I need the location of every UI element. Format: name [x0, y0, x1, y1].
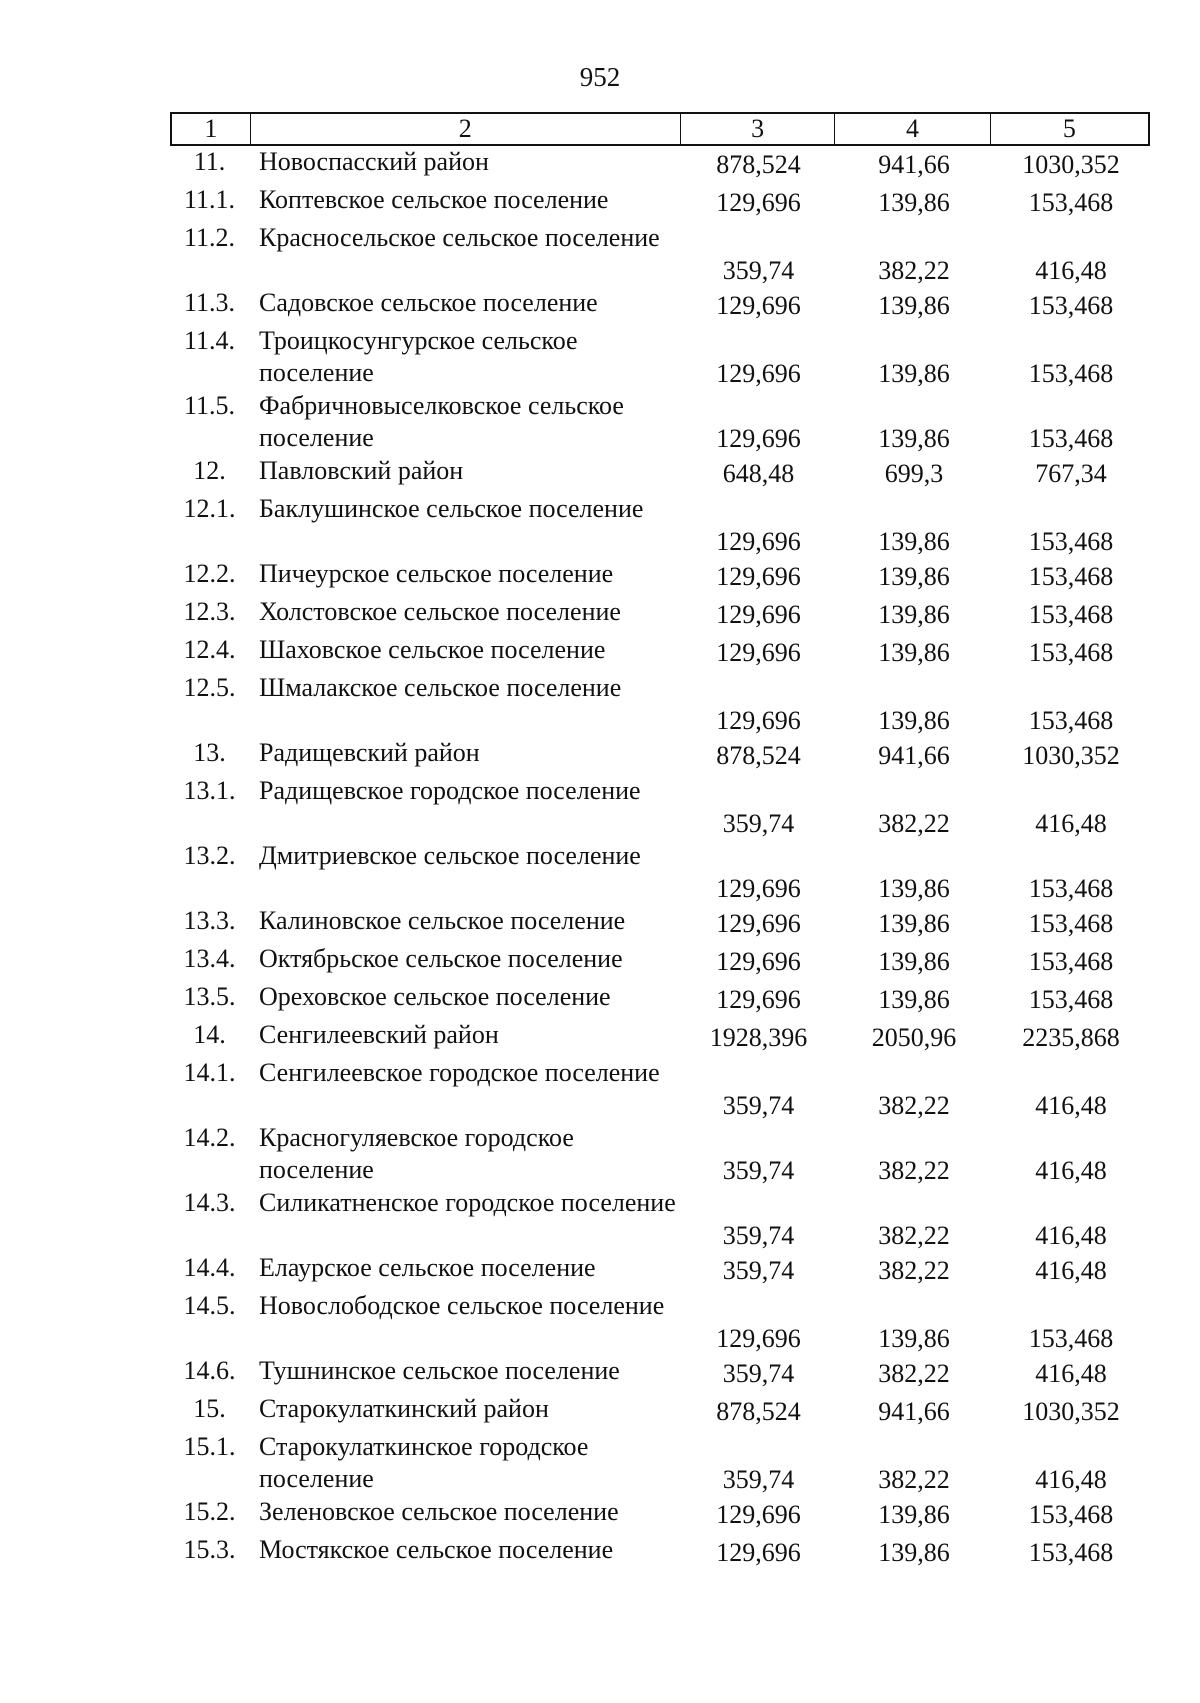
- row-value-col3: 129,696: [716, 947, 801, 976]
- table-row: [170, 1496, 1150, 1534]
- row-name: Мостякское сельское поселение: [259, 1535, 614, 1564]
- row-value-col4: 139,86: [878, 562, 950, 591]
- row-value-col5: 153,468: [1028, 947, 1114, 976]
- row-value-col4: 139,86: [878, 424, 950, 453]
- data-table: [170, 112, 1150, 1572]
- row-value-col3: 129,696: [716, 562, 801, 591]
- row-value-col5: 1030,352: [1022, 1397, 1120, 1426]
- row-name: Шмалакское сельское поселение: [259, 673, 622, 702]
- row-name: Баклушинское сельское поселение: [259, 494, 644, 523]
- table-row: [170, 1393, 1150, 1431]
- row-value-col3: 359,74: [722, 809, 795, 838]
- row-value-col3: 129,696: [716, 527, 801, 556]
- row-number: 14.3.: [183, 1188, 236, 1217]
- row-value-col4: 941,66: [878, 150, 950, 179]
- row-value-col4: 139,86: [878, 1500, 950, 1529]
- table-row: [170, 222, 1150, 287]
- row-value-col3: 129,696: [716, 638, 801, 667]
- row-name: Новослободское сельское поселение: [259, 1291, 665, 1320]
- row-value-col5: 153,468: [1028, 527, 1114, 556]
- row-value-col4: 139,86: [878, 527, 950, 556]
- table-row: [170, 1431, 1150, 1496]
- table-row: [170, 775, 1150, 840]
- table-row: [170, 325, 1150, 390]
- row-name: Коптевское сельское поселение: [259, 185, 609, 214]
- row-value-col4: 941,66: [878, 1397, 950, 1426]
- row-value-col5: 153,468: [1028, 291, 1114, 320]
- row-value-col5: 153,468: [1028, 706, 1114, 735]
- row-value-col4: 941,66: [878, 741, 950, 770]
- row-value-col3: 129,696: [716, 359, 801, 388]
- row-value-col5: 416,48: [1035, 1091, 1107, 1120]
- row-name: Новоспасский район: [259, 147, 489, 176]
- row-number: 11.3.: [183, 288, 236, 317]
- row-name: Холстовское сельское поселение: [259, 597, 621, 626]
- row-name: Старокулаткинское городское поселение: [259, 1432, 589, 1493]
- table-row: [170, 390, 1150, 455]
- row-value-col5: 416,48: [1035, 1156, 1107, 1185]
- row-value-col5: 153,468: [1028, 188, 1114, 217]
- row-value-col5: 153,468: [1028, 1500, 1114, 1529]
- table-row: [170, 558, 1150, 596]
- row-number: 15.1.: [183, 1432, 236, 1461]
- row-number: 11.4.: [183, 326, 236, 355]
- row-name: Старокулаткинский район: [259, 1394, 549, 1423]
- row-name: Пичеурское сельское поселение: [259, 559, 614, 588]
- row-value-col4: 382,22: [878, 1256, 950, 1285]
- table-row: [170, 737, 1150, 775]
- row-name: Ореховское сельское поселение: [259, 982, 611, 1011]
- row-value-col5: 153,468: [1028, 1324, 1114, 1353]
- row-value-col3: 129,696: [716, 985, 801, 1014]
- row-name: Зеленовское сельское поселение: [259, 1497, 619, 1526]
- row-number: 11.2.: [183, 223, 236, 252]
- row-value-col4: 2050,96: [871, 1023, 957, 1052]
- row-number: 14.6.: [183, 1356, 236, 1385]
- row-name: Садовское сельское поселение: [259, 288, 598, 317]
- row-value-col3: 129,696: [716, 909, 801, 938]
- row-name: Красногуляевское городское поселение: [259, 1123, 574, 1184]
- table-row: [170, 1057, 1150, 1122]
- row-value-col4: 139,86: [878, 291, 950, 320]
- row-value-col3: 359,74: [722, 1465, 795, 1494]
- row-value-col3: 359,74: [722, 1359, 795, 1388]
- row-value-col3: 129,696: [716, 188, 801, 217]
- row-value-col3: 359,74: [722, 1256, 795, 1285]
- row-value-col3: 129,696: [716, 600, 801, 629]
- header-col-1: 1: [172, 114, 251, 144]
- row-value-col5: 767,34: [1035, 459, 1107, 488]
- table-row: [170, 840, 1150, 905]
- row-value-col3: 129,696: [716, 706, 801, 735]
- row-value-col4: 382,22: [878, 1221, 950, 1250]
- row-value-col4: 139,86: [878, 947, 950, 976]
- row-value-col3: 359,74: [722, 1156, 795, 1185]
- row-value-col3: 129,696: [716, 1538, 801, 1567]
- row-value-col4: 382,22: [878, 1465, 950, 1494]
- row-value-col3: 129,696: [716, 1324, 801, 1353]
- row-number: 13.5.: [183, 982, 236, 1011]
- row-name: Радищевский район: [259, 738, 480, 767]
- row-name: Сенгилеевское городское поселение: [259, 1058, 660, 1087]
- row-value-col5: 416,48: [1035, 1359, 1107, 1388]
- table-row: [170, 1534, 1150, 1572]
- row-value-col4: 139,86: [878, 985, 950, 1014]
- row-value-col4: 139,86: [878, 1538, 950, 1567]
- row-number: 14.4.: [183, 1253, 236, 1282]
- row-value-col4: 139,86: [878, 1324, 950, 1353]
- row-number: 14.1.: [183, 1058, 236, 1087]
- row-value-col3: 129,696: [716, 424, 801, 453]
- row-value-col3: 359,74: [722, 256, 795, 285]
- row-name: Шаховское сельское поселение: [259, 635, 606, 664]
- row-value-col5: 153,468: [1028, 424, 1114, 453]
- row-name: Силикатненское городское поселение: [259, 1188, 676, 1217]
- row-value-col5: 416,48: [1035, 1256, 1107, 1285]
- row-value-col5: 153,468: [1028, 600, 1114, 629]
- row-number: 15.: [193, 1394, 226, 1423]
- row-number: 15.2.: [183, 1497, 236, 1526]
- row-value-col4: 139,86: [878, 706, 950, 735]
- row-name: Сенгилеевский район: [259, 1020, 499, 1049]
- row-value-col4: 139,86: [878, 188, 950, 217]
- row-value-col5: 416,48: [1035, 809, 1107, 838]
- row-value-col4: 382,22: [878, 1359, 950, 1388]
- header-col-4: 4: [835, 114, 990, 144]
- row-name: Фабричновыселковское сельское поселение: [259, 391, 624, 452]
- row-value-col3: 129,696: [716, 874, 801, 903]
- row-name: Калиновское сельское поселение: [259, 906, 626, 935]
- table-row: [170, 1355, 1150, 1393]
- table-row: [170, 905, 1150, 943]
- row-number: 14.: [193, 1020, 226, 1049]
- row-value-col5: 153,468: [1028, 874, 1114, 903]
- table-row: [170, 943, 1150, 981]
- table-row: [170, 1019, 1150, 1057]
- row-value-col5: 416,48: [1035, 1221, 1107, 1250]
- table-row: [170, 455, 1150, 493]
- row-value-col3: 878,524: [716, 150, 801, 179]
- row-number: 11.1.: [183, 185, 236, 214]
- row-value-col5: 153,468: [1028, 638, 1114, 667]
- row-number: 12.3.: [183, 597, 236, 626]
- row-value-col3: 648,48: [722, 459, 795, 488]
- row-value-col5: 153,468: [1028, 985, 1114, 1014]
- header-col-3: 3: [681, 114, 835, 144]
- row-number: 12.: [193, 456, 226, 485]
- row-number: 14.2.: [183, 1123, 236, 1152]
- row-value-col4: 139,86: [878, 359, 950, 388]
- row-value-col5: 416,48: [1035, 1465, 1107, 1494]
- table-row: [170, 1290, 1150, 1355]
- row-value-col4: 382,22: [878, 809, 950, 838]
- row-value-col4: 139,86: [878, 600, 950, 629]
- row-value-col3: 129,696: [716, 291, 801, 320]
- row-name: Троицкосунгурское сельское поселение: [259, 326, 578, 387]
- row-value-col4: 139,86: [878, 874, 950, 903]
- row-name: Радищевское городское поселение: [259, 776, 641, 805]
- row-number: 13.: [193, 738, 226, 767]
- row-name: Октябрьское сельское поселение: [259, 944, 623, 973]
- row-value-col5: 1030,352: [1022, 150, 1120, 179]
- table-row: [170, 287, 1150, 325]
- row-name: Красносельское сельское поселение: [259, 223, 660, 252]
- row-value-col5: 153,468: [1028, 1538, 1114, 1567]
- header-col-2: 2: [251, 114, 681, 144]
- row-number: 12.4.: [183, 635, 236, 664]
- row-value-col3: 878,524: [716, 1397, 801, 1426]
- table-row: [170, 1122, 1150, 1187]
- row-name: Павловский район: [259, 456, 464, 485]
- table-row: [170, 1252, 1150, 1290]
- row-value-col4: 382,22: [878, 1156, 950, 1185]
- row-value-col3: 878,524: [716, 741, 801, 770]
- row-value-col4: 382,22: [878, 1091, 950, 1120]
- table-row: [170, 981, 1150, 1019]
- row-number: 15.3.: [183, 1535, 236, 1564]
- row-number: 13.3.: [183, 906, 236, 935]
- header-col-5: 5: [1062, 114, 1076, 143]
- row-value-col4: 139,86: [878, 638, 950, 667]
- row-value-col5: 153,468: [1028, 909, 1114, 938]
- table-row: [170, 146, 1150, 184]
- row-number: 12.1.: [183, 494, 236, 523]
- table-row: [170, 493, 1150, 558]
- row-value-col4: 699,3: [884, 459, 944, 488]
- row-name: Тушнинское сельское поселение: [259, 1356, 620, 1385]
- row-value-col5: 153,468: [1028, 562, 1114, 591]
- table-row: [170, 184, 1150, 222]
- row-number: 13.4.: [183, 944, 236, 973]
- row-value-col3: 129,696: [716, 1500, 801, 1529]
- row-value-col3: 1928,396: [709, 1023, 808, 1052]
- table-body: [170, 146, 1150, 1572]
- row-name: Дмитриевское сельское поселение: [259, 841, 641, 870]
- row-number: 11.: [193, 147, 226, 176]
- row-value-col4: 382,22: [878, 256, 950, 285]
- row-value-col3: 359,74: [722, 1091, 795, 1120]
- table-header: [170, 112, 1150, 146]
- row-number: 14.5.: [183, 1291, 236, 1320]
- row-value-col3: 359,74: [722, 1221, 795, 1250]
- row-number: 13.1.: [183, 776, 236, 805]
- table-row: [170, 672, 1150, 737]
- row-number: 13.2.: [183, 841, 236, 870]
- table-row: [170, 634, 1150, 672]
- row-number: 12.2.: [183, 559, 236, 588]
- row-value-col5: 1030,352: [1022, 741, 1120, 770]
- row-value-col5: 153,468: [1028, 359, 1114, 388]
- table-row: [170, 1187, 1150, 1252]
- table-row: [170, 596, 1150, 634]
- row-number: 11.5.: [183, 391, 236, 420]
- page-number: 952: [579, 62, 621, 92]
- row-number: 12.5.: [183, 673, 236, 702]
- row-value-col5: 2235,868: [1022, 1023, 1120, 1052]
- row-name: Елаурское сельское поселение: [259, 1253, 596, 1282]
- row-value-col5: 416,48: [1035, 256, 1107, 285]
- row-value-col4: 139,86: [878, 909, 950, 938]
